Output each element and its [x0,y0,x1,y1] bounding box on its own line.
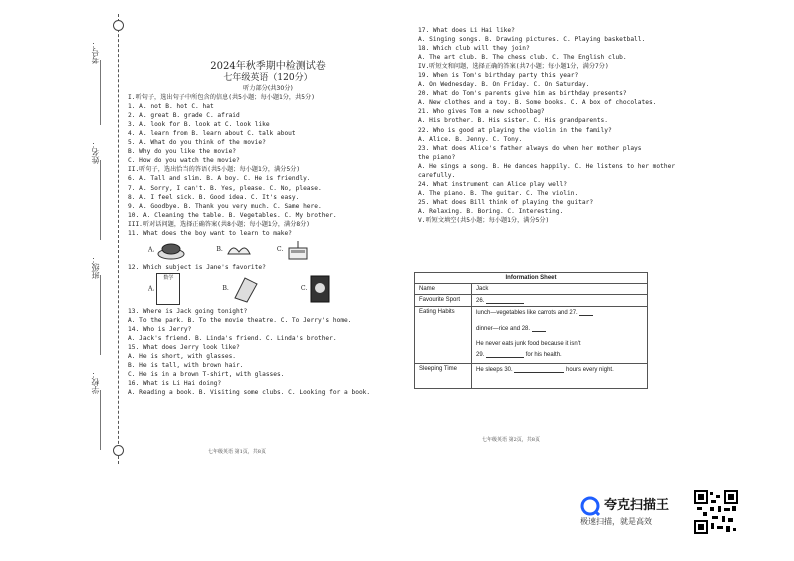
blank-label: He sleeps 30. [476,367,513,373]
text-line: A. To the park. B. To the movie theatre. C. To Jerry's home. [128,316,352,324]
exam-no-label: 考号： [91,40,100,64]
table-text: hours every night. [566,367,614,373]
text-line: 24. What instrument can Alice play well? [418,180,568,188]
cake-image [285,239,311,261]
text-line: A. Reading a book. B. Visiting some clubs. C. Looking for a book. [128,389,371,397]
text-line: 4. A. learn from B. learn about C. talk about [128,130,296,138]
table-text: He never eats junk food because it isn't [476,341,581,347]
text-line: 16. What is Li Hai doing? [128,380,222,388]
cookies-image [156,240,186,260]
exam-title: 2024年秋季期中检测试卷 [210,61,326,72]
text-line: A. His brother. B. His sister. C. His grandparents. [418,117,608,125]
table-row [415,307,648,364]
choice-label: B. [222,285,229,293]
text-line: V.听短文填空(共5小题；每小题1分，满分5分) [418,216,550,224]
class-line [100,275,102,355]
choice-label: B. [216,246,223,254]
text-line: A. Relaxing. B. Boring. C. Interesting. [418,207,564,215]
table-value-cell [472,295,648,307]
text-line: 14. Who is Jerry? [128,325,192,333]
text-line: 19. When is Tom's birthday party this year? [418,72,579,80]
text-line: 6. A. Tall and slim. B. A boy. C. He is friendly. [128,175,311,183]
text-line: carefully. [418,171,456,179]
text-line: 7. A. Sorry, I can't. B. Yes, please. C. No, please. [128,184,322,192]
left-column [128,60,408,397]
q11-pictures [148,239,408,263]
text-line: 11. What does the boy want to learn to make? [128,229,292,237]
answer-blank-30[interactable] [514,366,564,373]
table-label: Eating Habits [415,307,472,364]
brand-slogan: 极速扫描，就是高效 [580,517,652,526]
text-line: the piano? [418,153,456,161]
table-row [415,284,648,295]
table-value-cell [472,364,648,389]
page-footer-left: 七年级英语 第1页，共8页 [208,449,266,455]
choice-label: A. [148,285,155,293]
binding-hole [113,445,124,456]
answer-blank-26[interactable] [486,297,524,304]
text-line: 21. Who gives Tom a new schoolbag? [418,108,545,116]
text-line: I.听句子，选出句子中所包含的信息(共5小题；每小题1分，共5分) [128,94,315,102]
text-line: A. The art club. B. The chess club. C. The English club. [418,54,627,62]
text-line: 2. A. great B. grade C. afraid [128,112,240,120]
table-label: Sleeping Time [415,364,472,389]
text-line: IV.听短文和问题，选择正确的答案(共7小题；每小题1分，满分7分) [418,63,609,71]
book-image [309,274,331,304]
right-column [418,26,698,225]
text-line: C. How do you watch the movie? [128,157,240,165]
brand-name: 夸克扫描王 [604,498,670,513]
choice-label: C. [300,285,308,293]
text-line: II.听句子，选出恰当的答语(共5小题；每小题1分，满分5分) [128,166,301,174]
text-line: 9. A. Goodbye. B. Thank you very much. C. Same here. [128,202,322,210]
text-line: III.听对话问题，选择正确答案(共8小题；每小题1分，满分8分) [128,220,311,228]
text-line: 5. A. What do you think of the movie? [128,139,266,147]
information-sheet-table [414,272,648,389]
name-label: 姓名： [91,140,100,164]
text-line: A. He sings a song. B. He dances happily. C. He listens to her mother [418,162,676,170]
table-text: dinner—rice and 28. [476,326,531,332]
book-image [231,274,259,304]
table-label: Favourite Sport [415,295,472,307]
text-line: 20. What do Tom's parents give him as birthday presents? [418,90,627,98]
text-line: 23. What does Alice's father always do when her mother plays [418,144,642,152]
text-line: A. Singing songs. B. Drawing pictures. C. Playing basketball. [418,36,646,44]
school-line [100,390,102,450]
table-label: Name [415,284,472,295]
dumplings-image [225,240,253,260]
choice-label: A. [148,246,155,254]
qr-code-icon [694,490,738,534]
binding-line [118,14,120,464]
text-line: C. He is in a brown T-shirt, with glasses. [128,371,285,379]
text-line: 22. Who is good at playing the violin in the family? [418,126,612,134]
exam-subtitle: 七年级英语（120分） [223,73,313,83]
school-label: 学校： [91,370,100,394]
text-line: A. The piano. B. The guitar. C. The violin. [418,189,579,197]
table-row [415,364,648,389]
answer-blank-27[interactable] [579,309,593,316]
text-line: 13. Where is Jack going tonight? [128,307,248,315]
table-value: Jack [472,284,648,295]
text-line: A. Alice. B. Jenny. C. Tony. [418,135,523,143]
text-line: 25. What does Bill think of playing the guitar? [418,198,594,206]
book-title: 数学 [163,274,174,281]
scanner-logo-icon [580,496,600,516]
text-line: 15. What does Jerry look like? [128,344,240,352]
table-row [415,295,648,307]
listening-heading: 听力部分(共30分) [243,85,293,92]
text-line: 17. What does Li Hai like? [418,27,515,34]
math-book-image [156,273,180,305]
table-text: for his health. [525,352,562,358]
blank-label: 29. [476,352,485,358]
exam-no-line [100,60,102,125]
choice-label: C. [276,246,284,254]
blank-label: 26. [476,298,485,304]
text-line: B. He is tall, with brown hair. [128,362,244,370]
text-line: A. New clothes and a toy. B. Some books. C. A box of chocolates. [418,99,657,107]
text-line: A. Jack's friend. B. Linda's friend. C. Linda's brother. [128,334,337,342]
table-header: Information Sheet [415,273,648,284]
text-line: 10. A. Cleaning the table. B. Vegetables. C. My brother. [128,211,337,219]
binding-hole [113,20,124,31]
page-footer-right: 七年级英语 第2页，共8页 [482,437,540,443]
text-line: 3. A. look for B. look at C. look like [128,121,270,129]
text-line: 1. A. not B. hot C. hat [128,103,214,111]
text-line: A. On Wednesday. B. On Friday. C. On Saturday. [418,81,590,89]
table-text: lunch—vegetables like carrots and 27. [476,310,578,316]
table-value-cell [472,307,648,364]
answer-blank-29[interactable] [486,351,524,358]
name-line [100,160,102,240]
answer-blank-28[interactable] [532,325,546,332]
text-line: B. Why do you like the movie? [128,148,237,156]
text-line: 18. Which club will they join? [418,45,530,53]
class-label: 班级： [91,255,100,279]
q12-pictures [148,273,408,307]
text-line: A. He is short, with glasses. [128,353,237,361]
text-line: 8. A. I feel sick. B. Good idea. C. It's easy. [128,193,300,201]
text-line: 12. Which subject is Jane's favorite? [128,263,266,271]
